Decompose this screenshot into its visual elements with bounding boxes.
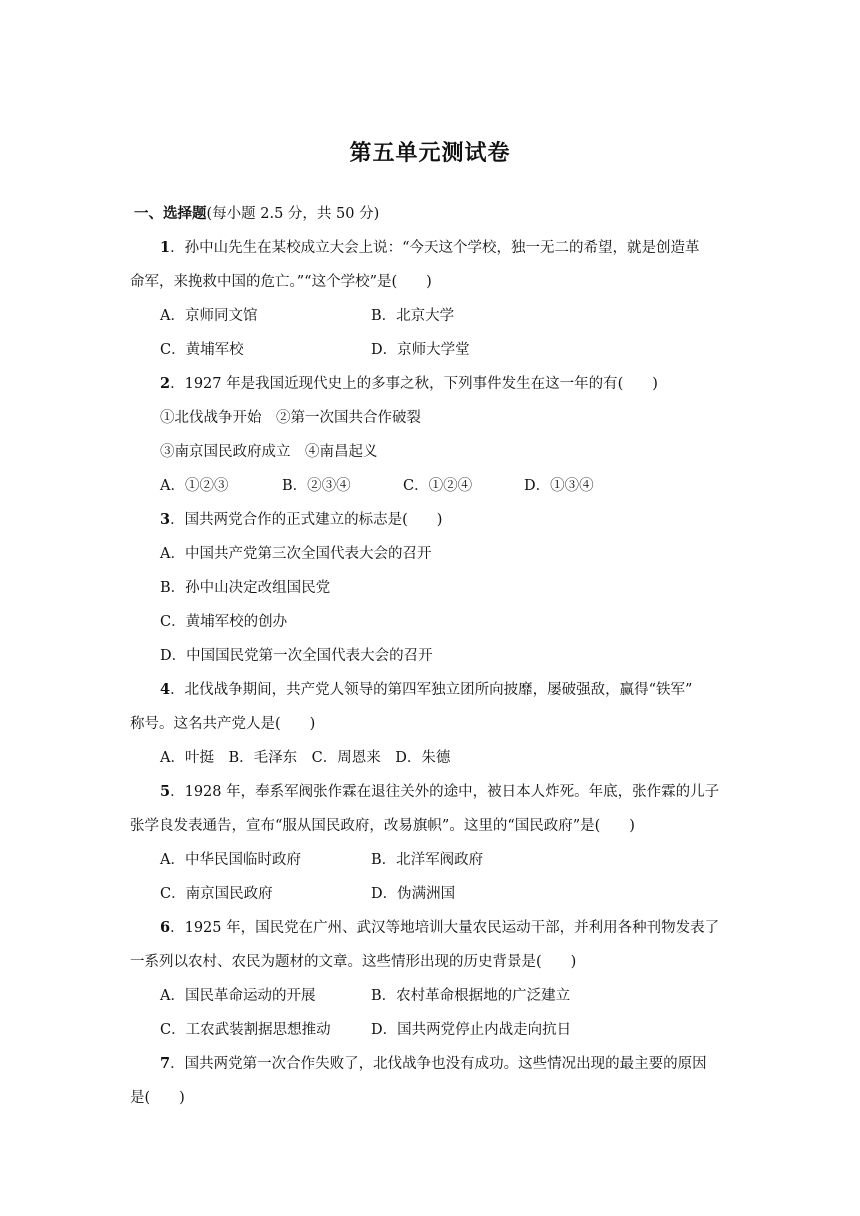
question-number: 7 bbox=[160, 1055, 171, 1072]
question-2-item-line-1: ①北伐战争开始 ②第一次国共合作破裂 bbox=[160, 410, 421, 426]
question-6-option-a[interactable]: A．国民革命运动的开展 bbox=[160, 988, 316, 1004]
question-6-line-2: 一系列以农村、农民为题材的文章。这些情形出现的历史背景是( ) bbox=[130, 954, 577, 970]
question-number: 3 bbox=[160, 511, 171, 528]
question-4-options[interactable]: A．叶挺 B．毛泽东 C．周恩来 D．朱德 bbox=[160, 750, 451, 766]
question-5-line-1 bbox=[160, 782, 719, 802]
question-2-option-a[interactable]: A．①②③ bbox=[160, 478, 229, 494]
question-text: ．国共两党第一次合作失败了，北伐战争也没有成功。这些情况出现的最主要的原因 bbox=[170, 1056, 707, 1072]
question-number: 4 bbox=[160, 681, 171, 698]
question-number: 1 bbox=[160, 239, 171, 256]
question-number: 6 bbox=[160, 919, 171, 936]
question-7-line-2: 是( ) bbox=[130, 1090, 185, 1106]
question-1-line-2: 命军，来挽救中国的危亡。”“这个学校”是( ) bbox=[130, 274, 432, 290]
question-1-line-1 bbox=[160, 238, 700, 258]
question-5-line-2: 张学良发表通告，宣布“服从国民政府，改易旗帜”。这里的“国民政府”是( ) bbox=[130, 818, 635, 834]
question-number: 5 bbox=[160, 783, 171, 800]
question-2-option-b[interactable]: B．②③④ bbox=[282, 478, 351, 494]
question-6-option-d[interactable]: D．国共两党停止内战走向抗日 bbox=[371, 1022, 572, 1038]
question-6-option-b[interactable]: B．农村革命根据地的广泛建立 bbox=[371, 988, 571, 1004]
question-5-option-b[interactable]: B．北洋军阀政府 bbox=[371, 852, 484, 868]
question-text: ．1925 年，国民党在广州、武汉等地培训大量农民运动干部，并利用各种刊物发表了 bbox=[170, 920, 720, 936]
question-5-option-d[interactable]: D．伪满洲国 bbox=[371, 886, 456, 902]
question-3-option-a[interactable]: A．中国共产党第三次全国代表大会的召开 bbox=[160, 546, 432, 562]
question-3-option-c[interactable]: C．黄埔军校的创办 bbox=[160, 614, 288, 630]
question-2-line-1 bbox=[160, 374, 658, 394]
question-5-option-c[interactable]: C．南京国民政府 bbox=[160, 886, 273, 902]
question-4-line-1 bbox=[160, 680, 692, 700]
question-text: ．1927 年是我国近现代史上的多事之秋，下列事件发生在这一年的有( ) bbox=[170, 376, 658, 392]
question-1-option-a[interactable]: A．京师同文馆 bbox=[160, 308, 258, 324]
question-3-line-1 bbox=[160, 510, 442, 530]
question-3-option-d[interactable]: D．中国国民党第一次全国代表大会的召开 bbox=[160, 648, 433, 664]
question-text: ．北伐战争期间，共产党人领导的第四军独立团所向披靡，屡破强敌，赢得“铁军” bbox=[170, 682, 693, 698]
page-title: 第五单元测试卷 bbox=[349, 141, 511, 166]
question-2-option-d[interactable]: D．①③④ bbox=[524, 478, 594, 494]
section-heading bbox=[134, 204, 379, 224]
question-3-option-b[interactable]: B．孙中山决定改组国民党 bbox=[160, 580, 331, 596]
question-1-option-b[interactable]: B．北京大学 bbox=[371, 308, 455, 324]
question-text: ．1928 年，奉系军阀张作霖在退往关外的途中，被日本人炸死。年底，张作霖的儿子 bbox=[170, 784, 720, 800]
question-7-line-1 bbox=[160, 1054, 707, 1074]
section-heading-text: 一、选择题 bbox=[134, 206, 207, 222]
question-5-option-a[interactable]: A．中华民国临时政府 bbox=[160, 852, 301, 868]
question-number: 2 bbox=[160, 375, 171, 392]
question-text: ．国共两党合作的正式建立的标志是( ) bbox=[170, 512, 443, 528]
question-2-item-line-2: ③南京国民政府成立 ④南昌起义 bbox=[160, 444, 378, 460]
section-note: (每小题 2.5 分，共 50 分) bbox=[206, 206, 380, 222]
question-2-option-c[interactable]: C．①②④ bbox=[403, 478, 473, 494]
question-6-option-c[interactable]: C．工农武装割据思想推动 bbox=[160, 1022, 331, 1038]
question-1-option-c[interactable]: C．黄埔军校 bbox=[160, 342, 244, 358]
question-1-option-d[interactable]: D．京师大学堂 bbox=[371, 342, 470, 358]
question-4-line-2: 称号。这名共产党人是( ) bbox=[130, 716, 316, 732]
question-6-line-1 bbox=[160, 918, 719, 938]
question-text: ．孙中山先生在某校成立大会上说：“今天这个学校，独一无二的希望，就是创造革 bbox=[170, 240, 700, 256]
